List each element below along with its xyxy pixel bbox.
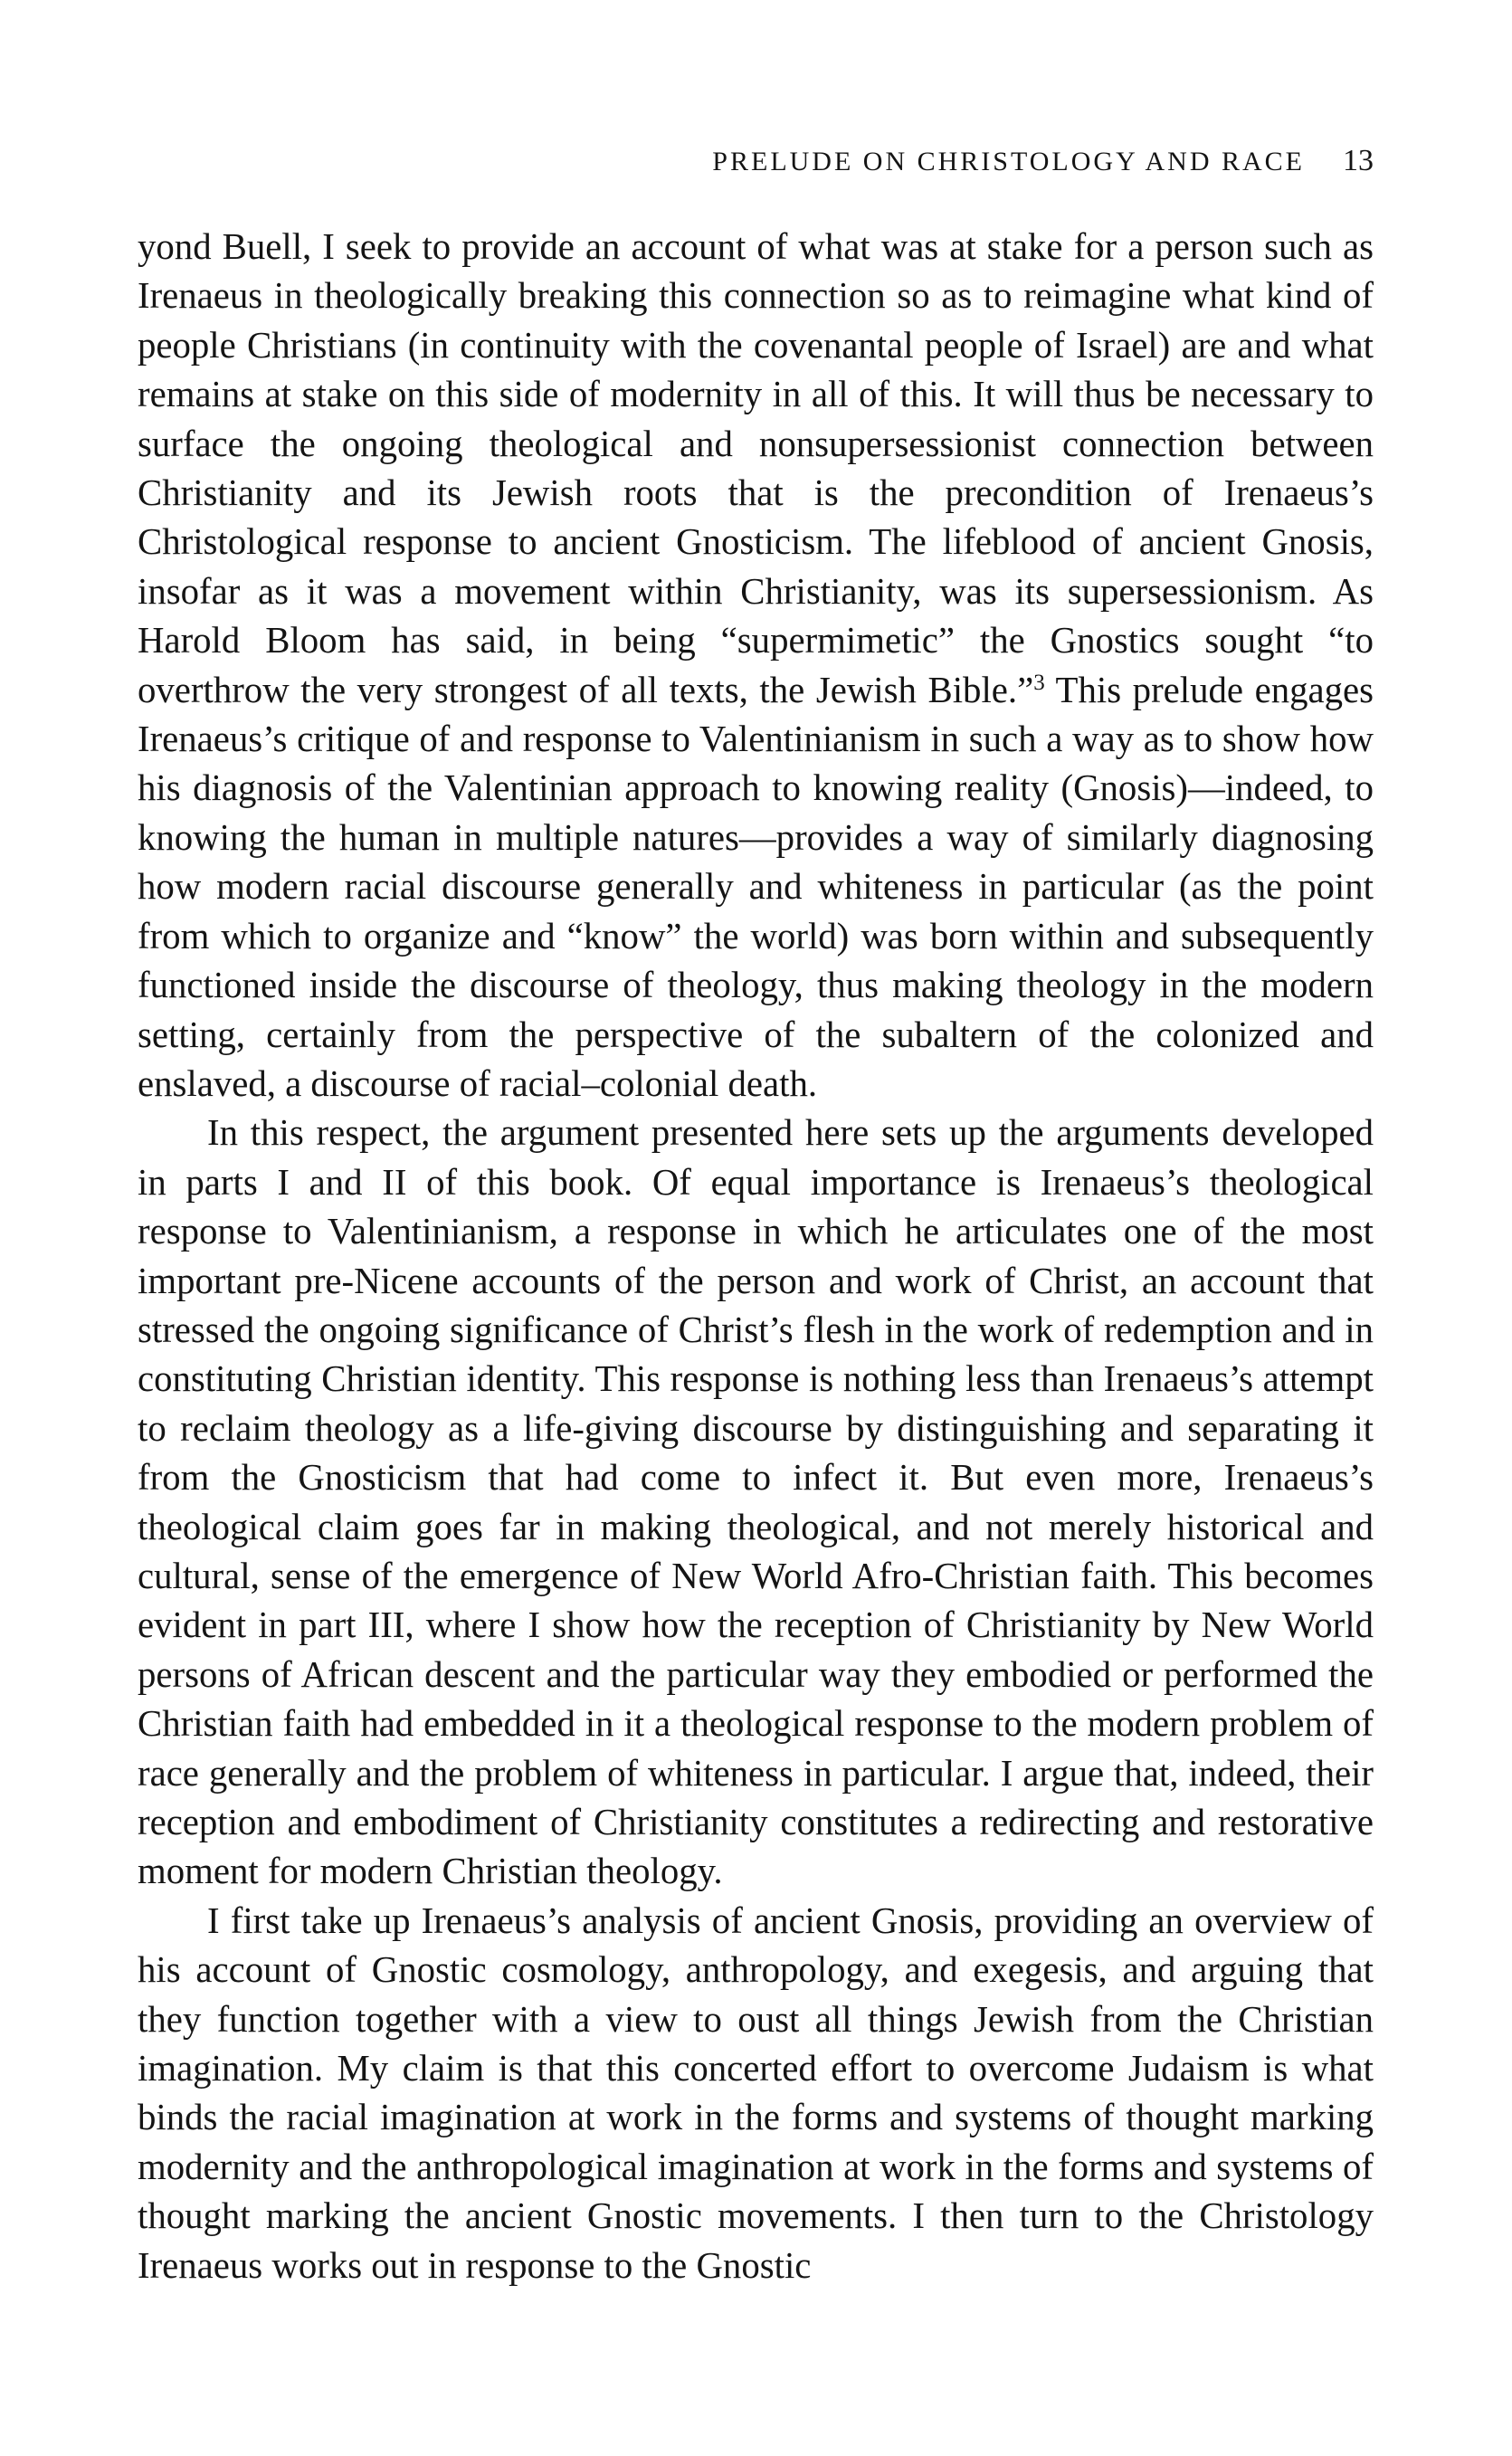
paragraph-1-part-b: This prelude engages Irenaeus’s critique of and response to Valentinianism in such a way as to show how his diagnosis of the Valentinian approach to knowing reality (Gnosis)—indeed, to knowing the human in multiple natures—provides a way of similarly diagnosing how modern racial discourse generally and whiteness in particular (as the point from which to organize and “know” the world) was born within and subsequently functioned inside the discourse of theology, thus making theology in the modern setting, certainly from the perspective of the subaltern of the colonized and enslaved, a discourse of racial–colonial death.	[138, 669, 1374, 1104]
footnote-marker: 3	[1033, 670, 1045, 695]
running-head	[138, 143, 1374, 179]
paragraph-1	[138, 223, 1374, 1109]
paragraph-1-part-a: yond Buell, I seek to provide an account of what was at stake for a person such as Irenaeus in theologically breaking this connection so as to reimagine what kind of people Christians (in continuity with the covenantal people of Israel) are and what remains at stake on this side of modernity in all of this. It will thus be necessary to surface the ongoing theological and nonsupersessionist connection between Christianity and its Jewish roots that is the precondition of Irenaeus’s Christological response to ancient Gnosticism. The lifeblood of ancient Gnosis, insofar as it was a movement within Christianity, was its supersessionism. As Harold Bloom has said, in being “supermimetic” the Gnostics sought “to overthrow the very strongest of all texts, the Jewish Bible.”	[138, 226, 1374, 710]
page-number: 13	[1343, 144, 1374, 177]
paragraph-3: I first take up Irenaeus’s analysis of ancient Gnosis, providing an overview of his account of Gnostic cosmology, anthropology, and exegesis, and arguing that they function together with a view to oust all things Jewish from the Christian imagination. My claim is that this concerted effort to overcome Judaism is what binds the racial imagination at work in the forms and systems of thought marking modernity and the anthropological imagination at work in the forms and systems of thought marking the ancient Gnostic movements. I then turn to the Christology Irenaeus works out in response to the Gnostic	[138, 1899, 1374, 2286]
body-text	[138, 223, 1374, 2290]
paragraph-2: In this respect, the argument presented here sets up the arguments developed in parts I and II of this book. Of equal importance is Irenaeus’s theological response to Valentinianism, a response in which he articulates one of the most important pre-Nicene accounts of the person and work of Christ, an account that stressed the ongoing significance of Christ’s flesh in the work of redemption and in constituting Christian identity. This response is nothing less than Irenaeus’s attempt to reclaim theology as a life-giving discourse by distinguishing and separating it from the Gnosticism that had come to infect it. But even more, Irenaeus’s theological claim goes far in making theological, and not merely historical and cultural, sense of the emergence of New World Afro-Christian faith. This becomes evident in part III, where I show how the reception of Christianity by New World persons of African descent and the particular way they embodied or performed the Christian faith had embedded in it a theological response to the modern problem of race generally and the problem of whiteness in particular. I argue that, indeed, their reception and embodiment of Christianity constitutes a redirecting and restorative moment for modern Christian theology.	[138, 1112, 1374, 1892]
running-title: PRELUDE ON CHRISTOLOGY AND RACE	[712, 147, 1305, 176]
